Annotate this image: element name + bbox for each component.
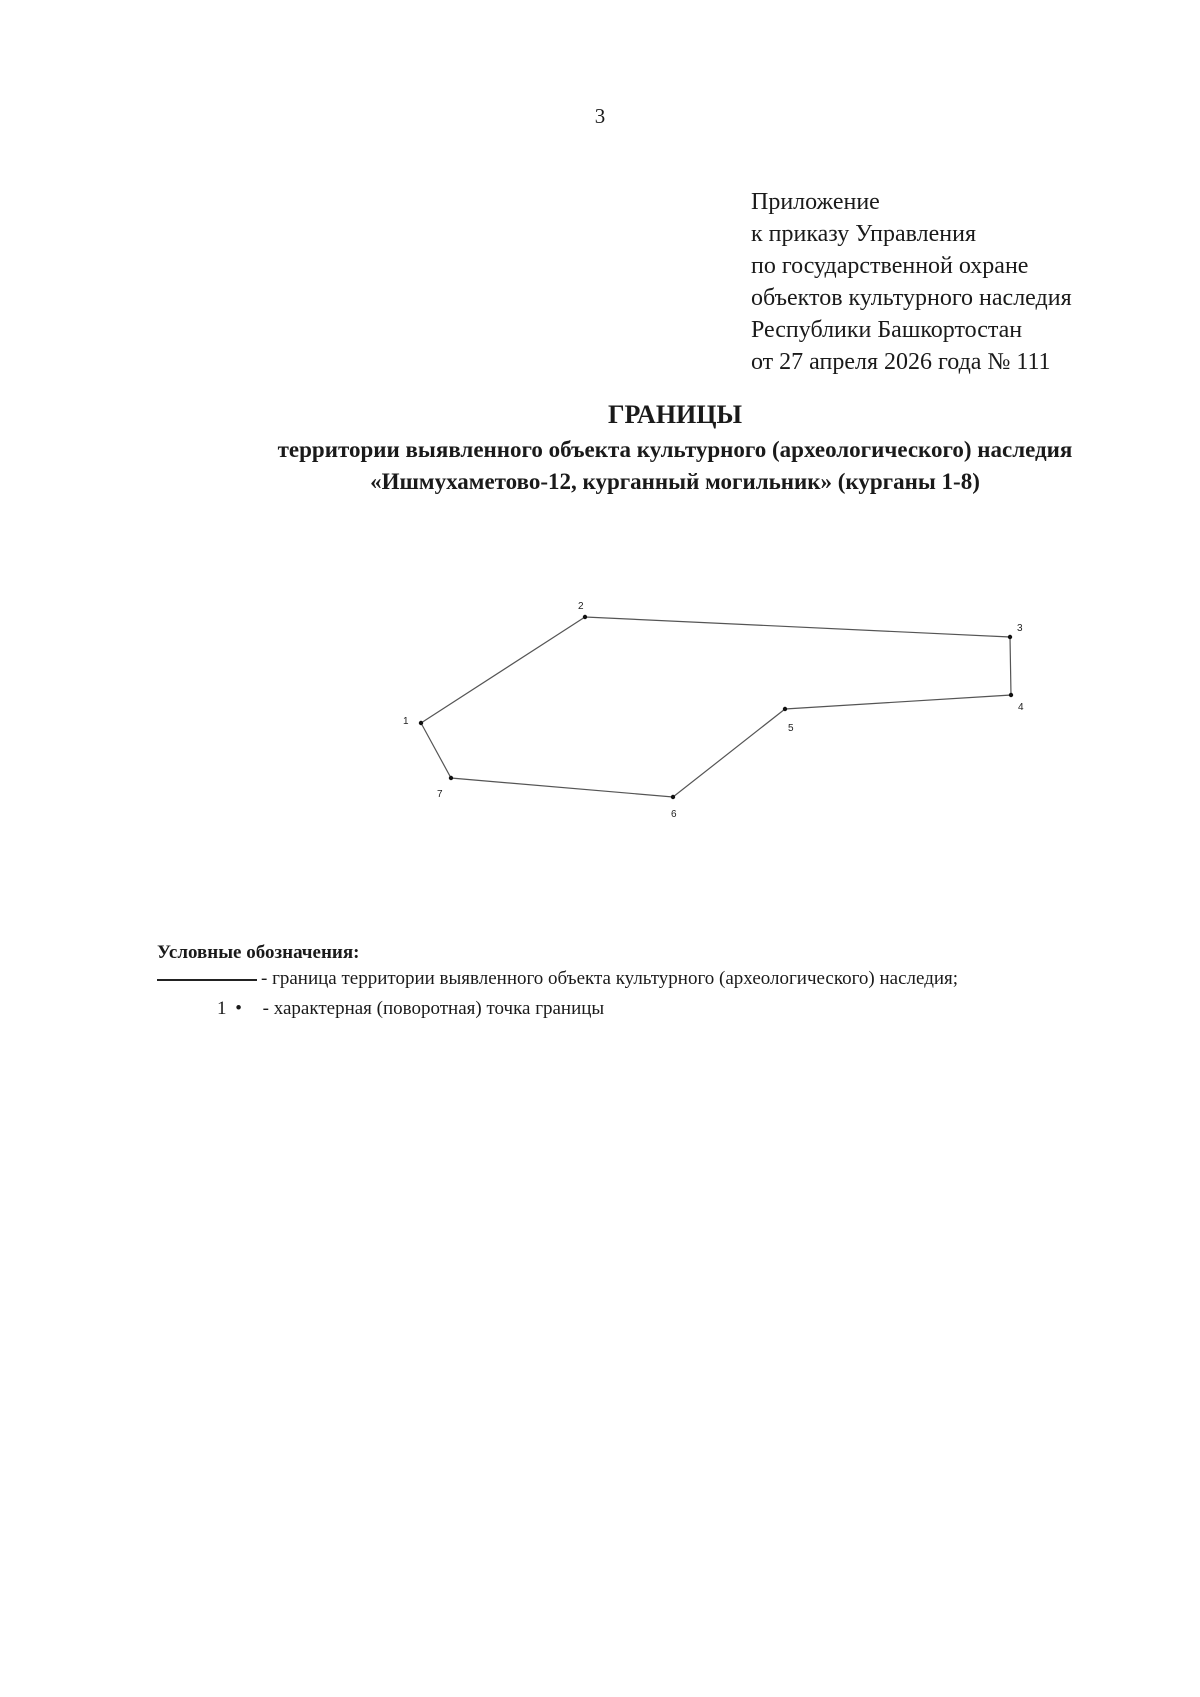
- boundary-point-4: [1009, 693, 1013, 697]
- boundary-point-3: [1008, 635, 1012, 639]
- appendix-line: объектов культурного наследия: [751, 285, 1072, 311]
- appendix-line: к приказу Управления: [751, 221, 977, 247]
- legend-point-number: 1: [217, 998, 227, 1019]
- boundary-point-2: [583, 615, 587, 619]
- page-number: 3: [594, 104, 606, 128]
- title-line-1: территории выявленного объекта культурного (археологического) наследия: [277, 437, 1073, 462]
- title-main: ГРАНИЦЫ: [607, 400, 743, 429]
- boundary-point-1: [419, 721, 423, 725]
- point-label-7: 7: [437, 789, 443, 800]
- boundary-polygon: [421, 617, 1011, 797]
- boundary-point-5: [783, 707, 787, 711]
- legend-point-row: [157, 996, 1131, 1022]
- boundary-point-7: [449, 776, 453, 780]
- point-label-3: 3: [1017, 623, 1023, 634]
- point-marker-icon: •: [235, 998, 242, 1019]
- point-label-2: 2: [578, 601, 584, 612]
- boundary-line-sample: [157, 979, 257, 981]
- point-label-1: 1: [403, 716, 409, 727]
- appendix-line: от 27 апреля 2026 года № 111: [751, 349, 1051, 375]
- legend-heading: Условные обозначения:: [157, 942, 360, 963]
- point-label-4: 4: [1018, 702, 1024, 713]
- appendix-line: Приложение: [751, 189, 880, 215]
- boundary-point-6: [671, 795, 675, 799]
- legend-boundary-row: [157, 966, 1131, 992]
- appendix-line: Республики Башкортостан: [751, 317, 1023, 343]
- point-label-5: 5: [788, 723, 794, 734]
- legend-boundary-text: - граница территории выявленного объекта культурного (археологического) наследия;: [261, 968, 959, 989]
- point-label-6: 6: [671, 809, 677, 820]
- legend-point-text: - характерная (поворотная) точка границы: [262, 998, 605, 1019]
- title-line-2: «Ишмухаметово-12, курганный могильник» (курганы 1-8): [370, 469, 980, 494]
- appendix-line: по государственной охране: [751, 253, 1029, 279]
- legend: [157, 940, 1131, 1022]
- boundary-points: [419, 615, 1013, 799]
